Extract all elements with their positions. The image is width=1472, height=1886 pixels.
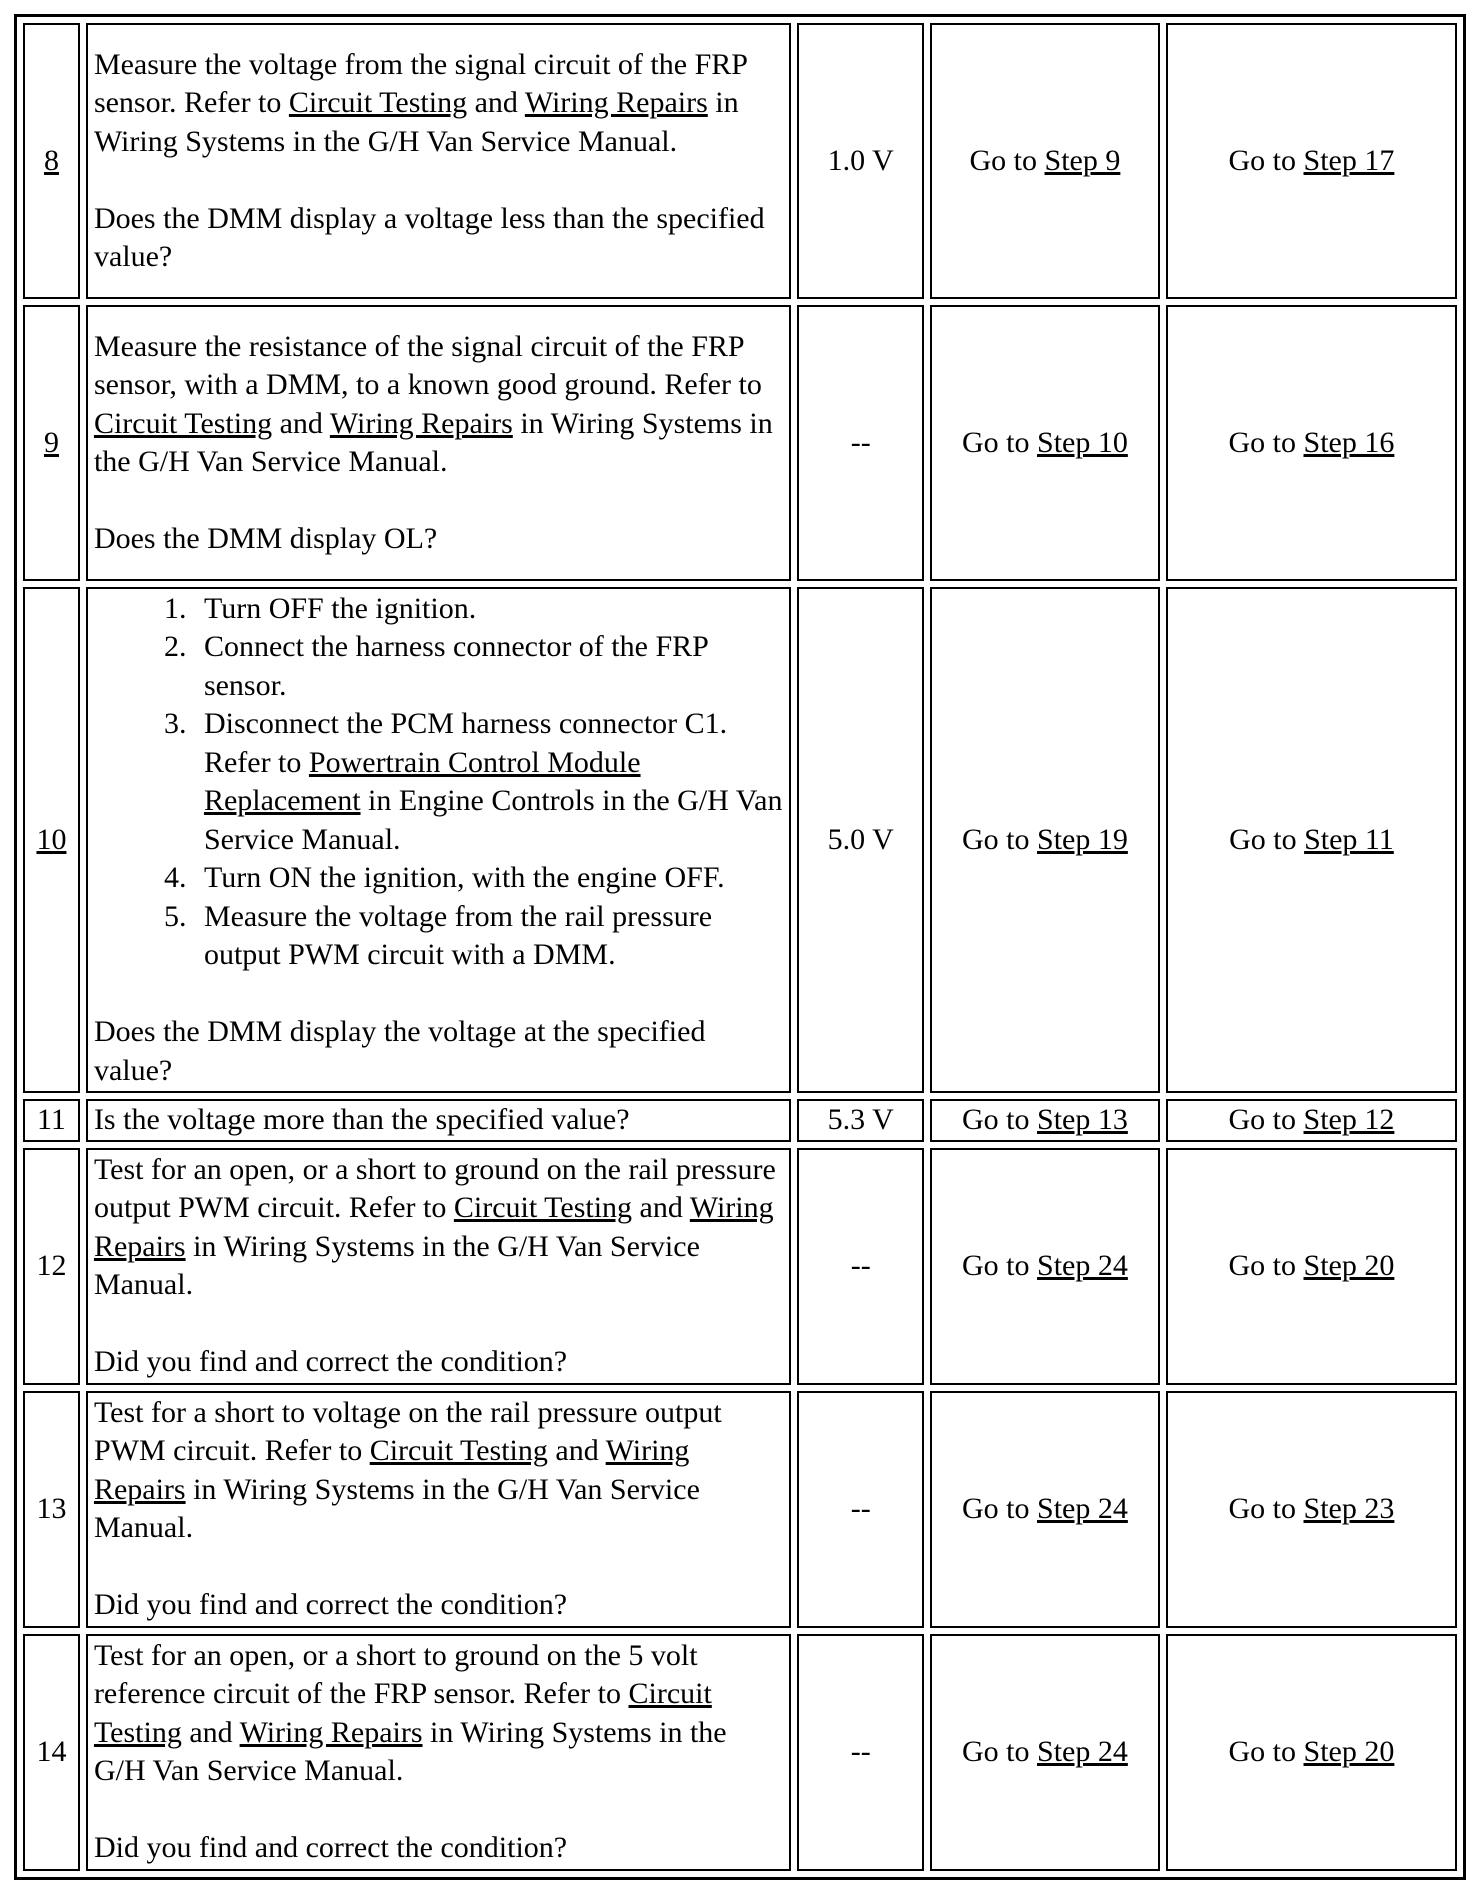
action-text: in Wiring Systems in the G/H Van Service Manual. (93, 1229, 700, 1301)
action-text: Test for an open, or a short to ground on the 5 volt reference circuit of the FRP sensor. Refer to (93, 1638, 698, 1710)
specified-value: 5.3 V (827, 1103, 894, 1136)
step-value-cell (797, 1634, 924, 1871)
action-text: Test for a short to voltage on the rail pressure output PWM circuit. Refer to (93, 1395, 722, 1467)
step-yes-cell (930, 305, 1160, 581)
step-yes-cell (930, 1634, 1160, 1871)
step-no-cell (1166, 587, 1457, 1093)
step-action-cell (86, 1391, 792, 1628)
diagnostic-document (14, 14, 1466, 1880)
step-value-cell (797, 587, 924, 1093)
action-text: in Engine Controls in the G/H Van Service Manual. (203, 784, 783, 856)
spacer (94, 482, 784, 521)
step-no-cell (1166, 1634, 1457, 1871)
specified-value: 5.0 V (827, 822, 894, 856)
spacer (94, 1305, 784, 1344)
step-number: 14 (36, 1734, 67, 1768)
procedure-item (194, 705, 784, 859)
step-number-cell (23, 1391, 80, 1628)
wiring-repairs-link[interactable]: Wiring Repairs (239, 1715, 423, 1749)
no-step-link[interactable]: Step 20 (1303, 1248, 1395, 1282)
action-text: and (272, 406, 330, 440)
step-yes-cell (930, 1391, 1160, 1628)
spacer (94, 1791, 784, 1830)
go-to-text: Go to (962, 822, 1038, 856)
step-yes-cell (930, 1099, 1160, 1142)
go-to-text: Go to (1228, 1248, 1304, 1282)
step-number-cell (23, 587, 80, 1093)
step-value-cell (797, 23, 924, 299)
go-to-text: Go to (1228, 1491, 1304, 1525)
step-no-cell (1166, 1391, 1457, 1628)
step-action-cell (86, 1634, 792, 1871)
circuit-testing-link[interactable]: Circuit Testing (369, 1434, 548, 1467)
step-number: 12 (36, 1248, 67, 1282)
specified-value: -- (850, 1491, 871, 1525)
procedure-item: 4. Turn ON the ignition, with the engine OFF. (194, 859, 784, 898)
step-question: Does the DMM display a voltage less than the specified value? (93, 201, 765, 273)
step-number-cell (23, 1099, 80, 1142)
spacer (94, 975, 784, 1014)
step-value-cell (797, 305, 924, 581)
action-text: in Wiring Systems in the G/H Van Service Manual. (93, 1715, 727, 1787)
step-row-12 (23, 1148, 1457, 1385)
wiring-repairs-link[interactable]: Wiring Repairs (524, 86, 708, 119)
specified-value: -- (850, 425, 871, 459)
step-number-cell (23, 305, 80, 581)
no-step-link[interactable]: Step 20 (1303, 1734, 1395, 1768)
step-question: Does the DMM display the voltage at the specified value? (93, 1015, 706, 1087)
specified-value: -- (850, 1248, 871, 1282)
step-action-cell (86, 305, 792, 581)
step-question: Does the DMM display OL? (93, 522, 438, 555)
no-step-link[interactable]: Step 17 (1303, 143, 1395, 177)
step-yes-cell (930, 1148, 1160, 1385)
go-to-text: Go to (1228, 425, 1304, 459)
action-text: Test for an open, or a short to ground on the rail pressure output PWM circuit. Refer to (93, 1152, 776, 1224)
step-no-cell (1166, 305, 1457, 581)
action-text: and (547, 1434, 606, 1467)
action-text: in Wiring Systems in the G/H Van Service Manual. (93, 86, 739, 158)
step-action-cell (86, 23, 792, 299)
action-text: in Wiring Systems in the G/H Van Service Manual. (93, 1472, 700, 1544)
step-question: Is the voltage more than the specified value? (93, 1103, 630, 1136)
procedure-item: 1. Turn OFF the ignition. (194, 590, 784, 629)
yes-step-link[interactable]: Step 9 (1044, 143, 1121, 177)
circuit-testing-link[interactable]: Circuit Testing (93, 1677, 712, 1749)
step-row-8 (23, 23, 1457, 299)
step-number: 13 (36, 1491, 67, 1525)
step-number: 11 (37, 1103, 66, 1136)
step-row-9 (23, 305, 1457, 581)
wiring-repairs-link[interactable]: Wiring Repairs (93, 1191, 774, 1263)
step-yes-cell (930, 23, 1160, 299)
spacer (94, 1548, 784, 1587)
circuit-testing-link[interactable]: Circuit Testing (453, 1191, 633, 1224)
go-to-text: Go to (962, 425, 1038, 459)
yes-step-link[interactable]: Step 19 (1037, 822, 1128, 856)
step-action-cell (86, 1099, 792, 1142)
step-row-10 (23, 587, 1457, 1093)
yes-step-link[interactable]: Step 13 (1037, 1103, 1128, 1136)
go-to-text: Go to (962, 1734, 1038, 1768)
action-text: in Wiring Systems in the G/H Van Service Manual. (93, 406, 773, 478)
yes-step-link[interactable]: Step 24 (1037, 1248, 1128, 1282)
wiring-repairs-link[interactable]: Wiring Repairs (329, 406, 513, 440)
step-row-13 (23, 1391, 1457, 1628)
no-step-link[interactable]: Step 12 (1303, 1103, 1395, 1136)
go-to-text: Go to (1228, 1103, 1304, 1136)
procedure-item: 5. Measure the voltage from the rail pressure output PWM circuit with a DMM. (194, 898, 784, 975)
step-number-link[interactable]: 8 (43, 143, 59, 177)
pcm-replacement-link[interactable]: Powertrain Control Module Replacement (203, 745, 641, 818)
go-to-text: Go to (962, 1491, 1038, 1525)
action-text: Disconnect the PCM harness connector C1. Refer to (203, 707, 728, 779)
step-row-11 (23, 1099, 1457, 1142)
step-row-14 (23, 1634, 1457, 1871)
step-action-cell (86, 1148, 792, 1385)
no-step-link[interactable]: Step 11 (1304, 822, 1394, 856)
diagnostic-steps-table (14, 14, 1466, 1880)
step-yes-cell (930, 587, 1160, 1093)
go-to-text: Go to (1228, 143, 1304, 177)
action-text: Measure the resistance of the signal circuit of the FRP sensor, with a DMM, to a known good ground. Refer to (93, 329, 762, 401)
step-number-link[interactable]: 9 (43, 425, 59, 459)
no-step-link[interactable]: Step 16 (1303, 425, 1395, 459)
wiring-repairs-link[interactable]: Wiring Repairs (93, 1434, 690, 1506)
step-question: Did you find and correct the condition? (93, 1345, 568, 1378)
procedure-item: 2. Connect the harness connector of the FRP sensor. (194, 628, 784, 705)
go-to-text: Go to (962, 1103, 1038, 1136)
circuit-testing-link[interactable]: Circuit Testing (93, 406, 273, 440)
procedure-list (94, 590, 784, 975)
step-number-cell (23, 23, 80, 299)
go-to-text: Go to (962, 1248, 1038, 1282)
specified-value: -- (850, 1734, 871, 1768)
go-to-text: Go to (1229, 822, 1305, 856)
yes-step-link[interactable]: Step 10 (1037, 425, 1128, 459)
step-action-cell (86, 587, 792, 1093)
no-step-link[interactable]: Step 23 (1303, 1491, 1395, 1525)
yes-step-link[interactable]: Step 24 (1037, 1491, 1128, 1525)
step-value-cell (797, 1148, 924, 1385)
step-value-cell (797, 1391, 924, 1628)
action-text: Measure the voltage from the signal circuit of the FRP sensor. Refer to (93, 47, 747, 119)
spacer (94, 161, 784, 200)
go-to-text: Go to (1228, 1734, 1304, 1768)
step-number-link[interactable]: 10 (36, 822, 67, 856)
step-no-cell (1166, 1148, 1457, 1385)
step-no-cell (1166, 23, 1457, 299)
action-text: and (632, 1191, 690, 1224)
circuit-testing-link[interactable]: Circuit Testing (288, 86, 468, 119)
step-number-cell (23, 1634, 80, 1871)
step-value-cell (797, 1099, 924, 1142)
go-to-text: Go to (969, 143, 1045, 177)
step-question: Did you find and correct the condition? (93, 1831, 568, 1864)
specified-value: 1.0 V (827, 143, 894, 177)
yes-step-link[interactable]: Step 24 (1037, 1734, 1128, 1768)
action-text: and (181, 1715, 240, 1749)
step-number-cell (23, 1148, 80, 1385)
step-question: Did you find and correct the condition? (93, 1588, 568, 1621)
action-text: and (467, 86, 525, 119)
step-no-cell (1166, 1099, 1457, 1142)
